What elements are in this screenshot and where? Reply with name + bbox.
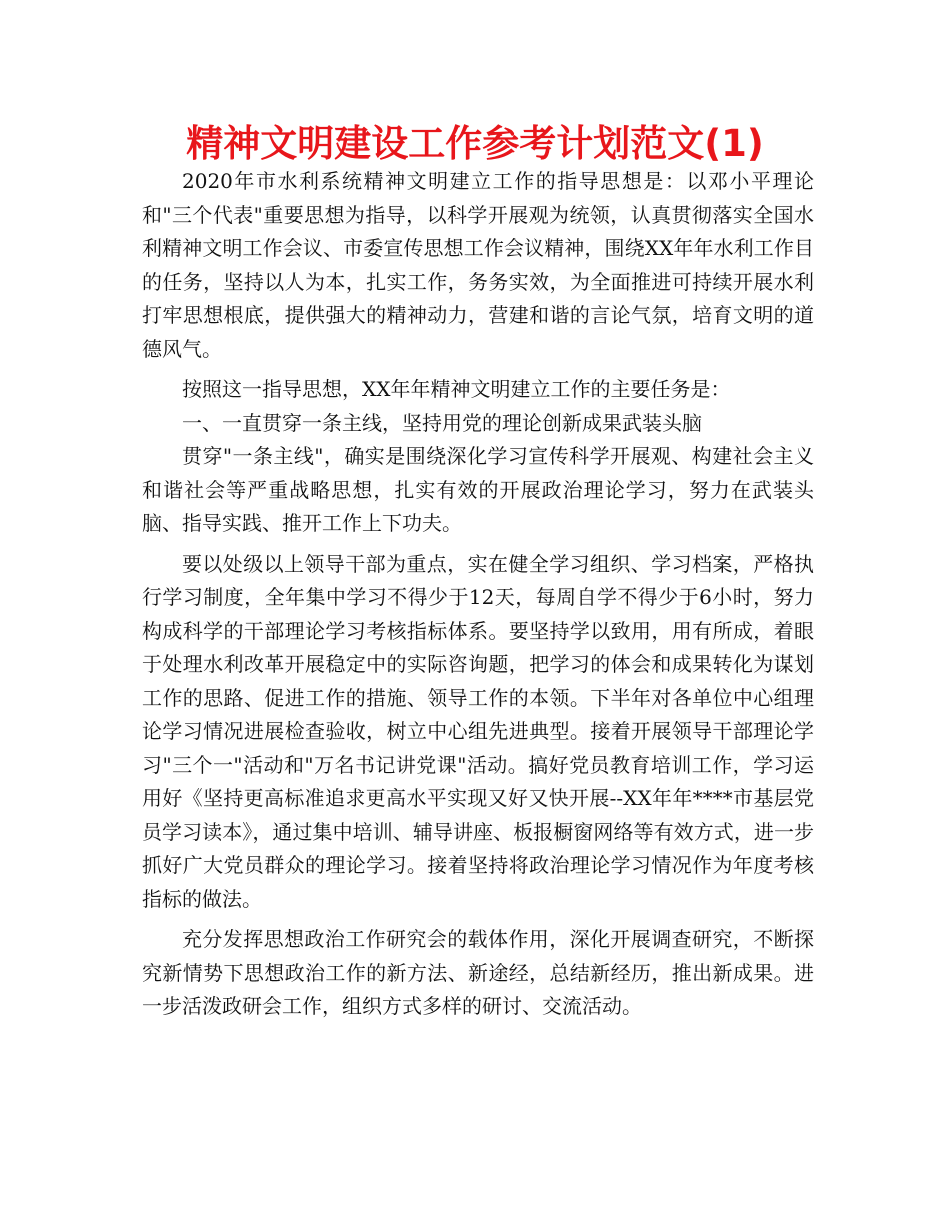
- paragraph-main-line: 贯穿"一条主线"，确实是围绕深化学习宣传科学开展观、构建社会主义和谐社会等严重战略思想，扎实有效的开展政治理论学习，努力在武装头脑、指导实践、推开工作上下功夫。: [142, 444, 814, 535]
- paragraph-guiding-ideology: 2020年市水利系统精神文明建立工作的指导思想是：以邓小平理论和"三个代表"重要思想为指导，以科学开展观为统领，认真贯彻落实全国水利精神文明工作会议、市委宣传思想工作会议精神，围绕XX年年水利工作目的任务，坚持以人为本，扎实工作，务务实效，为全面推进可持续开展水利打牢思想根底，提供强大的精神动力，营建和谐的言论气氛，培育文明的道德风气。: [142, 169, 814, 361]
- document-title: 精神文明建设工作参考计划范文(1): [186, 122, 764, 165]
- paragraph-research-society: 充分发挥思想政治工作研究会的载体作用，深化开展调查研究，不断探究新情势下思想政治工作的新方法、新途经，总结新经历，推出新成果。进一步活泼政研会工作，组织方式多样的研讨、交流活动。: [142, 927, 814, 1018]
- paragraph-cadre-study: 要以处级以上领导干部为重点，实在健全学习组织、学习档案，严格执行学习制度，全年集中学习不得少于12天，每周自学不得少于6小时，努力构成科学的干部理论学习考核指标体系。要坚持学以致用，用有所成，着眼于处理水利改革开展稳定中的实际咨询题，把学习的体会和成果转化为谋划工作的思路、促进工作的措施、领导工作的本领。下半年对各单位中心组理论学习情况进展检查验收，树立中心组先进典型。接着开展领导干部理论学习"三个一"活动和"万名书记讲党课"活动。搞好党员教育培训工作，学习运用好《坚持更高标准追求更高水平实现又好又快开展--XX年年****市基层党员学习读本》，通过集中培训、辅导讲座、板报橱窗网络等有效方式，进一步抓好广大党员群众的理论学习。接着坚持将政治理论学习情况作为年度考核指标的做法。: [142, 551, 814, 911]
- section-heading-one: 一、一直贯穿一条主线，坚持用党的理论创新成果武装头脑: [182, 410, 702, 435]
- paragraph-main-tasks-intro: 按照这一指导思想，XX年年精神文明建立工作的主要任务是：: [182, 377, 731, 401]
- document-body: [142, 165, 814, 1031]
